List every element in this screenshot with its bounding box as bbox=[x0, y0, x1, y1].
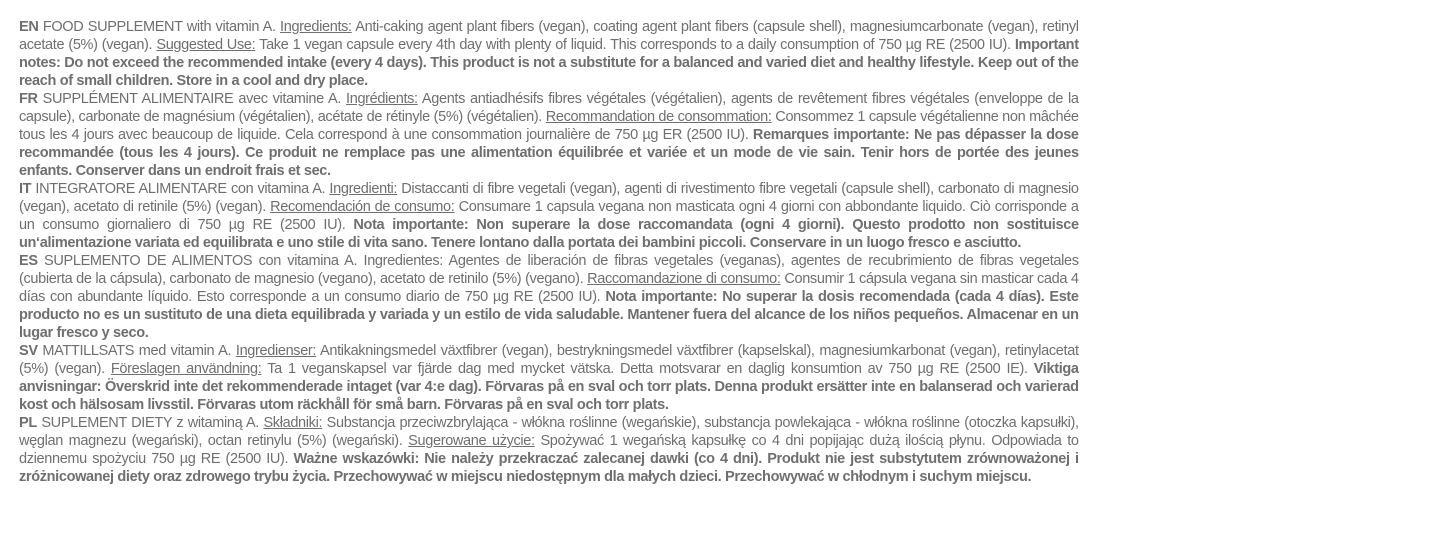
notes-text: Ne pas dépasser la dose recommandée (tous les 4 jours). Ce produit ne remplace pas une alimentation équilibrée et variée et un mode de vie sain. Tenir hors de portée des jeunes enfants. Conserver dans un endroit frais et sec. bbox=[19, 127, 1079, 179]
product-name: INTEGRATORE ALIMENTARE bbox=[35, 181, 227, 197]
notes-label: Important notes: bbox=[19, 37, 1079, 71]
lang-code: SV bbox=[19, 343, 38, 359]
usage-text: Consommez 1 capsule végétalienne non mâchée tous les 4 jours avec beaucoup de liquide. Cela correspond à une consommation journalière de 750 µg ER (2500 IU). bbox=[19, 109, 1079, 143]
vitamin-phrase: med vitamin A. bbox=[138, 343, 232, 359]
notes-label: Nota importante: bbox=[353, 217, 469, 233]
section-it bbox=[19, 180, 1079, 252]
notes-text: Överskrid inte det rekommenderade intaget (var 4:e dag). Förvaras på en sval och torr plats. Denna produkt ersätter inte en balanserad och varierad kost och hälsosam livsstil. Förvaras utom räckhåll för små barn. Förvaras på en sval och torr plats. bbox=[19, 379, 1079, 413]
ingredients-text: Antikakningsmedel växtfibrer (vegan), bestrykningsmedel växtfibrer (kapselskal), magnesiumkarbonat (vegan), retinylacetat (5%) (vegan). bbox=[19, 343, 1079, 377]
product-name: FOOD SUPPLEMENT bbox=[42, 19, 183, 35]
ingredients-text: Anti-caking agent plant fibers (vegan), coating agent plant fibers (capsule shell), magnesiumcarbonate (vegan), retinyl acetate (5%) (vegan). bbox=[19, 19, 1079, 53]
vitamin-phrase: z witaminą A. bbox=[176, 415, 259, 431]
supplement-label-text bbox=[19, 18, 1079, 486]
ingredients-text: Agentes de liberación de fibras vegetales (veganas), agentes de recubrimiento de fibras vegetales (cubierta de la cápsula), carbonato de magnesio (vegano), acetato de retinilo (5%) (vegano). bbox=[19, 253, 1079, 287]
notes-text: No superar la dosis recomendada (cada 4 días). Este producto no es un sustituto de una dieta equilibrada y variada y un estilo de vida saludable. Mantener fuera del alcance de los niños pequeños. Almacenar en un lugar fresco y seco. bbox=[19, 289, 1079, 341]
notes-label: Nota importante: bbox=[605, 289, 718, 305]
product-name: SUPLEMENT DIETY bbox=[41, 415, 172, 431]
vitamin-phrase: avec vitamine A. bbox=[238, 91, 342, 107]
ingredients-label: Ingredients: bbox=[280, 19, 352, 35]
product-name: MATTILLSATS bbox=[42, 343, 135, 359]
ingredients-label: Składniki: bbox=[263, 415, 323, 431]
usage-label: Sugerowane użycie: bbox=[408, 433, 535, 449]
usage-text: Consumare 1 capsula vegana non masticata ogni 4 giorni con abbondante liquido. Ciò corrisponde a un consumo giornaliero di 750 µg RE (2500 IU). bbox=[19, 199, 1079, 233]
ingredients-text: Distaccanti di fibre vegetali (vegan), agenti di rivestimento fibre vegetali (capsule shell), carbonato di magnesio (vegan), acetato di retinile (5%) (vegan). bbox=[19, 181, 1079, 215]
notes-label: Ważne wskazówki: bbox=[293, 451, 419, 467]
ingredients-text: Agents antiadhésifs fibres végétales (végétalien), agents de revêtement fibres végétales (enveloppe de la capsule), carbonate de magnésium (végétalien), acétate de rétinyle (5%) (végétalien). bbox=[19, 91, 1079, 125]
lang-code: PL bbox=[19, 415, 37, 431]
lang-code: ES bbox=[19, 253, 38, 269]
lang-code: EN bbox=[19, 19, 39, 35]
product-name: SUPPLÉMENT ALIMENTAIRE bbox=[42, 91, 234, 107]
usage-label: Recomendación de consumo: bbox=[270, 199, 455, 215]
notes-text: Do not exceed the recommended intake (every 4 days). This product is not a substitute for a balanced and varied diet and healthy lifestyle. Keep out of the reach of small children. Store in a cool and dry place. bbox=[19, 55, 1079, 89]
section-pl bbox=[19, 414, 1079, 486]
vitamin-phrase: con vitamina A. bbox=[230, 181, 326, 197]
usage-text: Take 1 vegan capsule every 4th day with plenty of liquid. This corresponds to a daily consumption of 750 µg RE (2500 IU). bbox=[259, 37, 1011, 53]
usage-label: Recommandation de consommation: bbox=[545, 109, 772, 125]
section-sv bbox=[19, 342, 1079, 414]
ingredients-label: Ingredienser: bbox=[235, 343, 317, 359]
usage-text: Spożywać 1 wegańską kapsułkę co 4 dni popijając dużą ilością płynu. Odpowiada to dziennemu spożyciu 750 µg RE (2500 IU). bbox=[19, 433, 1079, 467]
ingredients-label: Ingredienti: bbox=[329, 181, 398, 197]
vitamin-phrase: con vitamina A. bbox=[258, 253, 358, 269]
ingredients-text: Substancja przeciwzbrylająca - włókna roślinne (wegańskie), substancja powlekająca - włókna roślinne (otoczka kapsułki), węglan magnezu (wegański), octan retinylu (5%) (wegański). bbox=[19, 415, 1079, 449]
section-es bbox=[19, 252, 1079, 342]
ingredients-label: Ingredientes: bbox=[363, 253, 443, 269]
vitamin-phrase: with vitamin A. bbox=[186, 19, 276, 35]
usage-text: Consumir 1 cápsula vegana sin masticar cada 4 días con abundante líquido. Esto corresponde a un consumo diario de 750 µg RE (2500 IU). bbox=[19, 271, 1079, 305]
notes-text: Nie należy przekraczać zalecanej dawki (co 4 dni). Produkt nie jest substytutem zrównoważonej i zróżnicowanej diety oraz zdrowego trybu życia. Przechowywać w miejscu niedostępnym dla małych dzieci. Przechowywać w chłodnym i suchym miejscu. bbox=[19, 451, 1079, 485]
notes-label: Remarques importante: bbox=[752, 127, 910, 143]
usage-label: Raccomandazione di consumo: bbox=[587, 271, 781, 287]
notes-text: Non superare la dose raccomandata (ogni 4 giorni). Questo prodotto non sostituisce un‘alimentazione variata ed equilibrata e uno stile di vita sano. Tenere lontano dalla portata dei bambini piccoli. Conservare in un luogo fresco e asciutto. bbox=[19, 217, 1079, 251]
notes-label: Viktiga anvisningar: bbox=[19, 361, 1079, 395]
lang-code: IT bbox=[19, 181, 32, 197]
section-en bbox=[19, 18, 1079, 90]
usage-label: Föreslagen användning: bbox=[110, 361, 262, 377]
ingredients-label: Ingrédients: bbox=[346, 91, 418, 107]
usage-text: Ta 1 veganskapsel var fjärde dag med mycket vätska. Detta motsvarar en daglig konsumtion av 750 µg RE (2500 IE). bbox=[267, 361, 1028, 377]
usage-label: Suggested Use: bbox=[156, 37, 256, 53]
lang-code: FR bbox=[19, 91, 38, 107]
section-fr bbox=[19, 90, 1079, 180]
product-name: SUPLEMENTO DE ALIMENTOS bbox=[44, 253, 253, 269]
